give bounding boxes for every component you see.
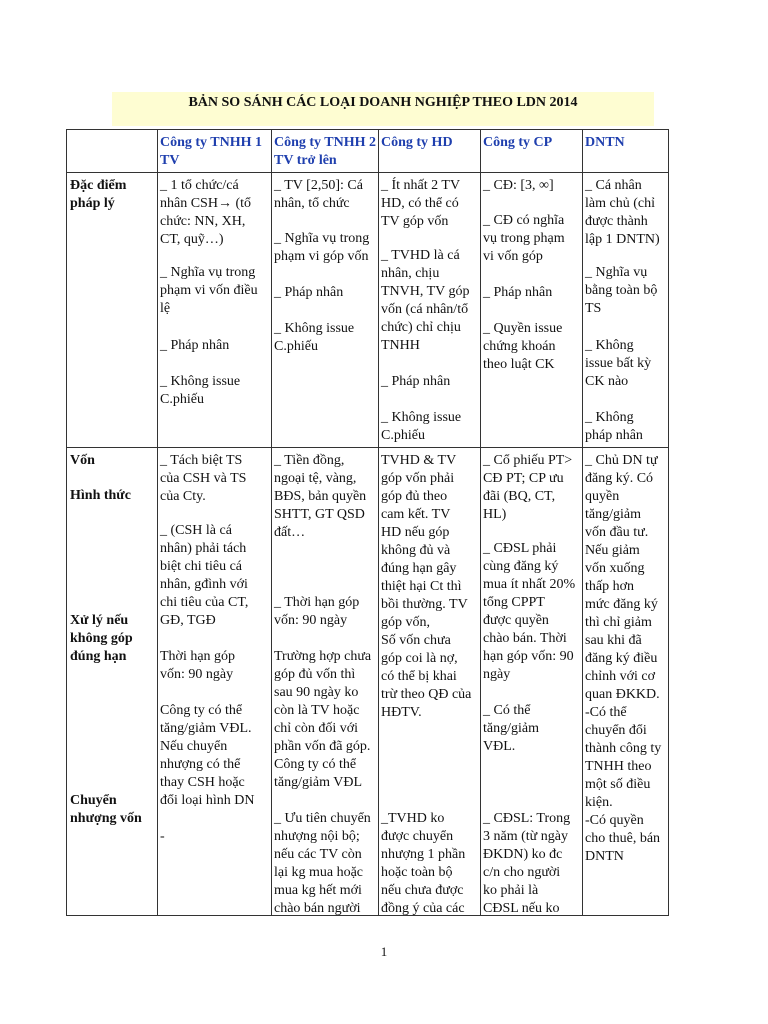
text-block: _ Pháp nhân <box>381 374 451 389</box>
page-number: 1 <box>380 944 388 959</box>
text-block: _ Không issue bất kỳ CK nào <box>585 338 652 389</box>
text-block: _ Ưu tiên chuyển nhượng nội bộ; nếu các TV còn lại kg mua hoặc mua kg hết mới chào bán người <box>274 811 371 916</box>
text-block: _ Không pháp nhân <box>585 410 643 443</box>
text-block: _ TV [2,50]: Cá nhân, tổ chức <box>274 178 363 211</box>
column-divider <box>157 130 158 915</box>
column-divider <box>480 130 481 915</box>
text-block: _ Cá nhân làm chủ (chỉ được thành lập 1 DNTN) <box>585 178 660 247</box>
text-block: Trường hợp chưa góp đủ vốn thì sau 90 ngày ko còn là TV hoặc chỉ còn đối với phần vốn đã góp. Công ty có thể tăng/giảm VĐL <box>274 649 372 790</box>
page-title: BẢN SO SÁNH CÁC LOẠI DOANH NGHIỆP THEO LDN 2014 <box>188 95 578 110</box>
text-block: _ Chủ DN tự đăng ký. Có quyền tăng/giảm vốn đầu tư. Nếu giảm vốn xuống thấp hơn mức đăng ký thì chỉ giảm sau khi đã đăng ký điều chỉnh với cơ quan ĐKKD. -Có thể chuyển đổi thành công ty TNHH theo một số điều kiện. -Có quyền cho thuê, bán DNTN <box>585 453 662 864</box>
text-block: _ CĐ: [3, ∞] <box>483 178 554 193</box>
text-block: - <box>160 829 165 844</box>
text-block: _ Không issue C.phiếu <box>274 321 355 354</box>
text-block: _ CĐSL: Trong 3 năm (từ ngày ĐKDN) ko đc c/n cho người ko phải là CĐSL nếu ko <box>483 811 571 916</box>
text-block: _ Nghĩa vụ bằng toàn bộ TS <box>585 265 658 316</box>
text-block: _ CĐSL phải cùng đăng ký mua ít nhất 20% tổng CPPT được quyền chào bán. Thời hạn góp vốn: 90 ngày <box>483 541 576 682</box>
text-block: _ Không issue C.phiếu <box>381 410 462 443</box>
text-block: _ (CSH là cá nhân) phải tách biệt chi tiêu cá nhân, gđình với chi tiêu của CT, GĐ, TGĐ <box>160 523 249 628</box>
row-divider <box>67 447 668 448</box>
text-block: _ Pháp nhân <box>483 285 553 300</box>
text-block: _ TVHD là cá nhân, chịu TNVH, TV góp vốn (cá nhân/tổ chức) chỉ chịu TNHH <box>381 248 470 353</box>
label-hinh-thuc: Hình thức <box>70 488 131 503</box>
label-chuyen-nhuong: Chuyển nhượng vốn <box>70 793 142 826</box>
text-block: _ Tách biệt TS của CSH và TS của Cty. <box>160 453 247 504</box>
text-block: _ Nghĩa vụ trong phạm vi góp vốn <box>274 231 370 264</box>
text-block: _ CĐ có nghĩa vụ trong phạm vi vốn góp <box>483 213 565 264</box>
text-block: _ Thời hạn góp vốn: 90 ngày <box>274 595 360 628</box>
text-block: _ Quyền issue chứng khoán theo luật CK <box>483 321 563 372</box>
text-block: TVHD & TV góp vốn phải góp đủ theo cam kết. TV HD nếu góp không đủ và đúng hạn gây thiệt hại Ct thì bồi thường. TV góp vốn, Số vốn chưa góp coi là nợ, có thể bị khai trừ theo QĐ của HĐTV. <box>381 453 472 720</box>
text-block: _ Pháp nhân <box>274 285 344 300</box>
comparison-table: Công ty TNHH 1 TV Công ty TNHH 2 TV trở lên Công ty HD Công ty CP DNTN Đặc điểm pháp lý _ 1 tổ chức/cá nhân CSH→ (tổ chức: NN, XH, CT, quỹ…) _ Nghĩa vụ trong phạm vi vốn điều lệ _ Pháp nhân _ Không issue C.phiếu _ TV [2,50]: Cá nhân, tổ chức _ Nghĩa vụ trong phạm vi góp vốn _ Pháp nhân _ Không issue C.phiếu _ Ít nhất 2 TV HD, có thể có TV góp vốn _ TVHD là cá nhân, chịu TNVH, TV góp vốn (cá nhân/tổ chức) chỉ chịu TNHH _ Pháp nhân _ Không issue C.phiếu _ CĐ: [3, ∞] _ CĐ có nghĩa vụ trong phạm vi vốn góp _ Pháp nhân _ Quyền issue chứng khoán theo luật CK _ Cá nhân làm chủ (chỉ được thành lập 1 DNTN) _ Nghĩa vụ bằng toàn bộ TS _ Không issue bất kỳ CK nào _ Không pháp nhân Vốn Hình thức Xử lý nếu không góp đúng hạn Chuyển nhượng vốn _ Tách biệt TS của CSH và TS của Cty. _ (CSH là cá nhân) phải tách biệt chi tiêu cá nhân, gđình với chi tiêu của CT, GĐ, TGĐ Thời hạn góp vốn: 90 ngày Công ty có thể tăng/giảm VĐL. Nếu chuyển nhượng có thể thay CSH hoặc đổi loại hình DN - _ Tiền đồng, ngoại tệ, vàng, BĐS, bản quyền SHTT, GT QSD đất… _ Thời hạn góp vốn: 90 ngày Trường hợp chưa góp đủ vốn thì sau 90 ngày ko còn là TV hoặc chỉ còn đối với phần vốn đã góp. Công ty có thể tăng/giảm VĐL _ Ưu tiên chuyển nhượng nội bộ; nếu các TV còn lại kg mua hoặc mua kg hết mới chào bán người TVHD & TV góp vốn phải góp đủ theo cam kết. TV HD nếu góp không đủ và đúng hạn gây thiệt hại Ct thì bồi thường. TV góp vốn, Số vốn chưa góp coi là nợ, có thể bị khai trừ theo QĐ của HĐTV. _TVHD ko được chuyển nhượng 1 phần hoặc toàn bộ nếu chưa được đồng ý của các _ Cổ phiếu PT> CĐ PT; CP ưu đãi (BQ, CT, HL) _ CĐSL phải cùng đăng ký mua ít nhất 20% tổng CPPT được quyền chào bán. Thời hạn góp vốn: 90 ngày _ Có thể tăng/giảm VĐL. _ CĐSL: Trong 3 năm (từ ngày ĐKDN) ko đc c/n cho người ko phải là CĐSL nếu ko _ Chủ DN tự đăng ký. Có quyền tăng/giảm vốn đầu tư. Nếu giảm vốn xuống thấp hơn mức đăng ký thì chỉ giảm sau khi đã đăng ký điều chỉnh với cơ quan ĐKKD. -Có thể chuyển đổi thành công ty TNHH theo một số điều kiện. -Có quyền cho thuê, bán DNTN <box>66 129 669 916</box>
text-block: Thời hạn góp vốn: 90 ngày <box>160 649 236 682</box>
text-block: _ Nghĩa vụ trong phạm vi vốn điều lệ <box>160 265 258 316</box>
row-divider <box>67 172 668 173</box>
text-block: _ Ít nhất 2 TV HD, có thể có TV góp vốn <box>381 178 461 229</box>
text-block: _ Cổ phiếu PT> CĐ PT; CP ưu đãi (BQ, CT, HL) <box>483 453 573 522</box>
text-block: _ Có thể tăng/giảm VĐL. <box>483 703 539 754</box>
text-block: Công ty có thể tăng/giảm VĐL. Nếu chuyển nhượng có thể thay CSH hoặc đổi loại hình DN <box>160 703 255 808</box>
column-divider <box>582 130 583 915</box>
text-block: _ Không issue C.phiếu <box>160 374 241 407</box>
text-block: _ Pháp nhân <box>160 338 230 353</box>
column-divider <box>378 130 379 915</box>
label-von: Vốn <box>70 453 95 468</box>
text-block: _ Tiền đồng, ngoại tệ, vàng, BĐS, bản quyền SHTT, GT QSD đất… <box>274 453 367 540</box>
label-xu-ly: Xử lý nếu không góp đúng hạn <box>70 613 133 664</box>
text-block: _TVHD ko được chuyển nhượng 1 phần hoặc toàn bộ nếu chưa được đồng ý của các <box>381 811 466 916</box>
column-divider <box>271 130 272 915</box>
text-block: _ 1 tổ chức/cá nhân CSH→ (tổ chức: NN, XH, CT, quỹ…) <box>160 178 251 247</box>
